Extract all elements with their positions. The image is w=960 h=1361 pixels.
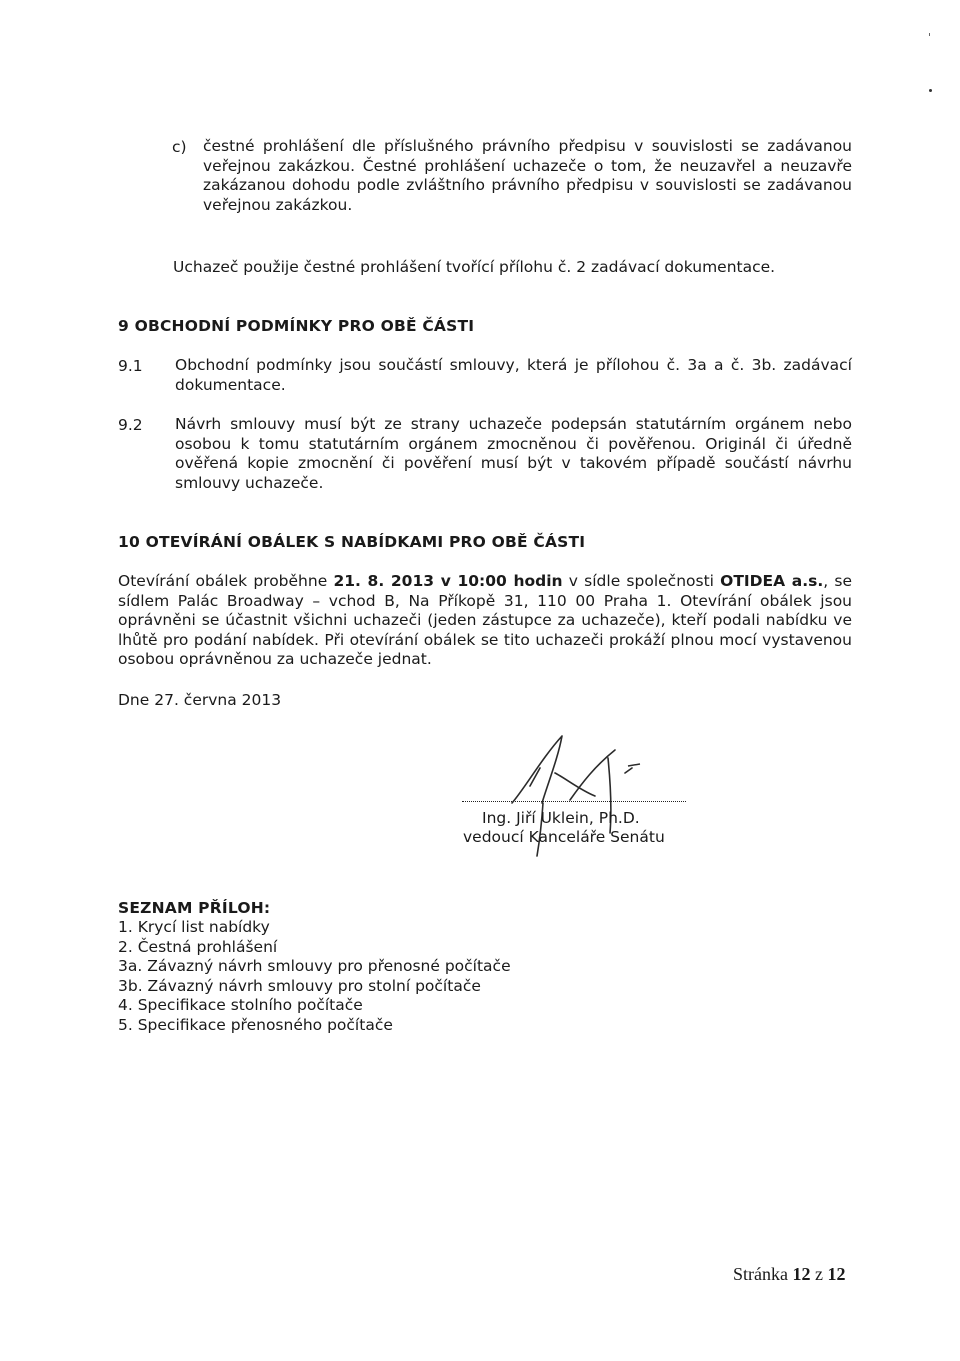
list-item: 5. Specifikace přenosného počítače [118, 1015, 393, 1034]
item-c-text: čestné prohlášení dle příslušného právního předpisu v souvislosti se zadávanou veřejnou zakázkou. Čestné prohlášení uchazeče o tom, že neuzavřel a neuzavře zakázanou dohodu podle zvláštního právního předpisu v souvislosti se zadávanou veřejnou zakázkou. [203, 137, 852, 214]
page-number [733, 1264, 845, 1285]
page-label: Stránka [733, 1264, 793, 1284]
section-10-heading: 10 OTEVÍRÁNÍ OBÁLEK S NABÍDKAMI PRO OBĚ ČÁSTI [118, 533, 586, 551]
current-page: 12 [792, 1264, 811, 1284]
attachment-note: Uchazeč použije čestné prohlášení tvořící přílohu č. 2 zadávací dokumentace. [173, 258, 776, 276]
section-10-text-end: , se sídlem Palác Broadway – vchod B, Na Příkopě 31, 110 00 Praha 1. Otevírání obálek jsou oprávněni se účastnit všichni uchazeči (jeden zástupce za uchazeče), kteří podali nabídku ve lhůtě pro podání nabídek. Při otevírání obálek se tito uchazeči prokáží plnou mocí vystavenou osobou oprávněnou za uchazeče jednat. [118, 572, 852, 668]
section-10-text-mid: v sídle společnosti [562, 572, 721, 590]
list-item: 2. Čestná prohlášení [118, 937, 278, 956]
attachments-heading: SEZNAM PŘÍLOH: [118, 899, 271, 917]
item-9-1-number: 9.1 [118, 357, 143, 375]
signatory-role: vedoucí Kanceláře Senátu [463, 828, 665, 846]
signatory-name: Ing. Jiří Uklein, Ph.D. [482, 809, 640, 827]
section-10-paragraph [118, 572, 852, 670]
company-name: OTIDEA a.s. [720, 572, 824, 590]
page-separator: z [810, 1264, 828, 1284]
scan-speck [929, 33, 930, 36]
section-10-text-start: Otevírání obálek proběhne [118, 572, 334, 590]
item-9-1-text: Obchodní podmínky jsou součástí smlouvy, která je přílohou č. 3a a č. 3b. zadávací dokumentace. [175, 356, 852, 394]
total-pages: 12 [827, 1264, 846, 1284]
list-item: 3a. Závazný návrh smlouvy pro přenosné počítače [118, 957, 511, 976]
item-9-2-text: Návrh smlouvy musí být ze strany uchazeče podepsán statutárním orgánem nebo osobou k tomu statutárním orgánem zmocněnou či pověřenou. Originál či úředně ověřená kopie zmocnění či pověření musí být v takovém případě součástí návrhu smlouvy uchazeče. [175, 415, 852, 492]
section-9-heading: 9 OBCHODNÍ PODMÍNKY PRO OBĚ ČÁSTI [118, 317, 475, 335]
item-9-2-number: 9.2 [118, 416, 143, 434]
opening-date: 21. 8. 2013 v 10:00 hodin [333, 572, 563, 590]
item-c-label: c) [172, 138, 187, 156]
list-item: 3b. Závazný návrh smlouvy pro stolní počítače [118, 976, 481, 995]
signature-line [462, 801, 686, 802]
list-item: 1. Krycí list nabídky [118, 918, 270, 936]
scan-speck [929, 89, 932, 92]
list-item: 4. Specifikace stolního počítače [118, 996, 363, 1015]
attachments-list [118, 918, 511, 1036]
date-line: Dne 27. června 2013 [118, 691, 282, 709]
